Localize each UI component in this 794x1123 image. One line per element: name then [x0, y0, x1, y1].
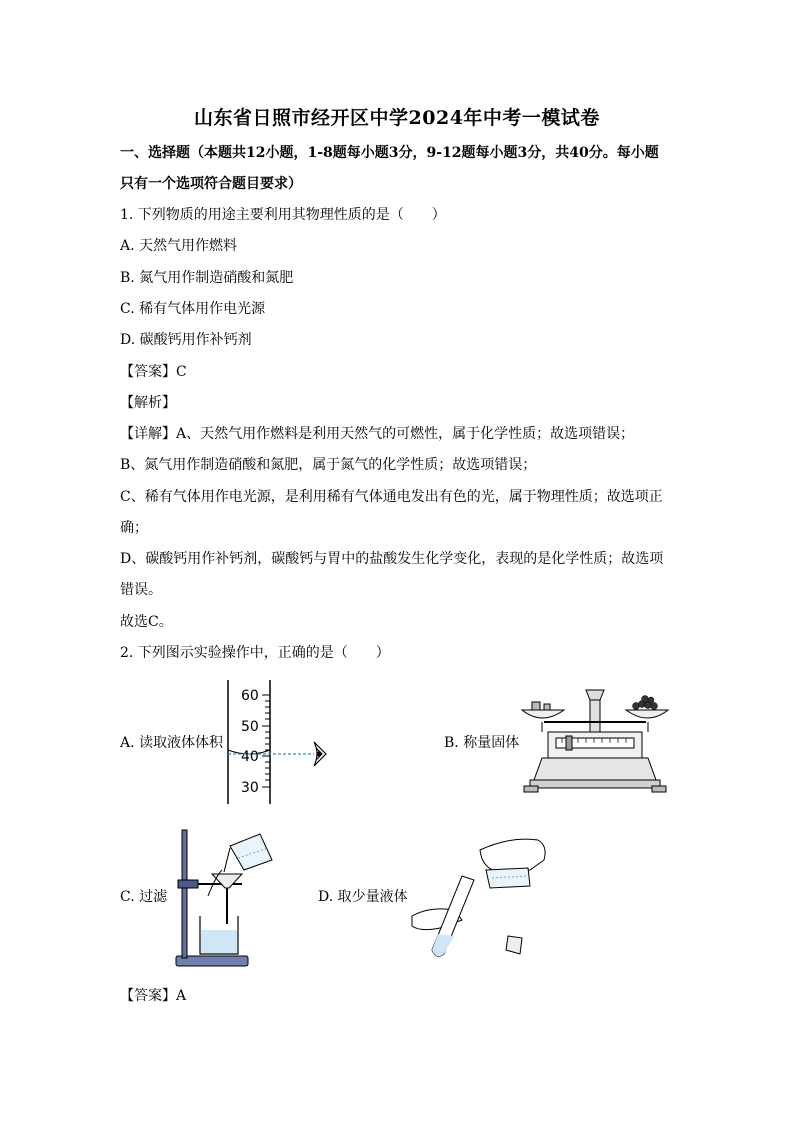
q2-stem: 2. 下列图示实验操作中，正确的是（ ） — [120, 645, 390, 661]
page-title: 山东省日照市经开区中学2024年中考一模试卷 — [194, 107, 600, 129]
q2-option-a-label: A. 读取液体体积 — [120, 735, 224, 751]
section-heading-line2: 只有一个选项符合题目要求） — [120, 176, 302, 192]
q1-analysis-label: 【解析】 — [120, 395, 176, 411]
q1-detail-line6: 错误。 — [120, 582, 162, 598]
cylinder-tick-30: 30 — [241, 780, 259, 796]
q1-option-d: D. 碳酸钙用作补钙剂 — [120, 332, 252, 348]
filtration-figure — [172, 826, 287, 971]
q2-answer: 【答案】A — [120, 988, 187, 1004]
q1-detail-line1: 【详解】A、天然气用作燃料是利用天然气的可燃性，属于化学性质；故选项错误； — [120, 426, 635, 442]
q2-option-d-label: D. 取少量液体 — [318, 889, 408, 905]
q2-option-c-label: C. 过滤 — [120, 889, 168, 905]
graduated-cylinder-figure — [222, 680, 332, 804]
eye-icon — [314, 742, 326, 766]
q1-stem: 1. 下列物质的用途主要利用其物理性质的是（ ） — [120, 207, 446, 223]
pouring-liquid-figure — [410, 836, 558, 961]
cylinder-tick-50: 50 — [241, 719, 259, 735]
q1-answer: 【答案】C — [120, 364, 187, 380]
q1-option-a: A. 天然气用作燃料 — [120, 238, 238, 254]
cylinder-tick-40: 40 — [241, 749, 259, 765]
q1-detail-line3: C、稀有气体用作电光源，是利用稀有气体通电发出有色的光，属于物理性质；故选项正 — [120, 489, 663, 505]
q1-detail-line5: D、碳酸钙用作补钙剂，碳酸钙与胃中的盐酸发生化学变化，表现的是化学性质；故选项 — [120, 551, 664, 567]
q1-detail-line2: B、氮气用作制造硝酸和氮肥，属于氮气的化学性质；故选项错误； — [120, 457, 537, 473]
q1-detail-line7: 故选C。 — [120, 614, 173, 630]
q1-option-c: C. 稀有气体用作电光源 — [120, 301, 266, 317]
balance-scale-figure — [520, 686, 670, 794]
cylinder-tick-60: 60 — [241, 688, 259, 704]
section-heading-line1: 一、选择题（本题共12小题，1-8题每小题3分，9-12题每小题3分，共40分。每小题 — [120, 145, 659, 161]
q1-detail-line4: 确； — [120, 520, 148, 536]
q2-option-b-label: B. 称量固体 — [444, 735, 520, 751]
q1-option-b: B. 氮气用作制造硝酸和氮肥 — [120, 270, 294, 286]
